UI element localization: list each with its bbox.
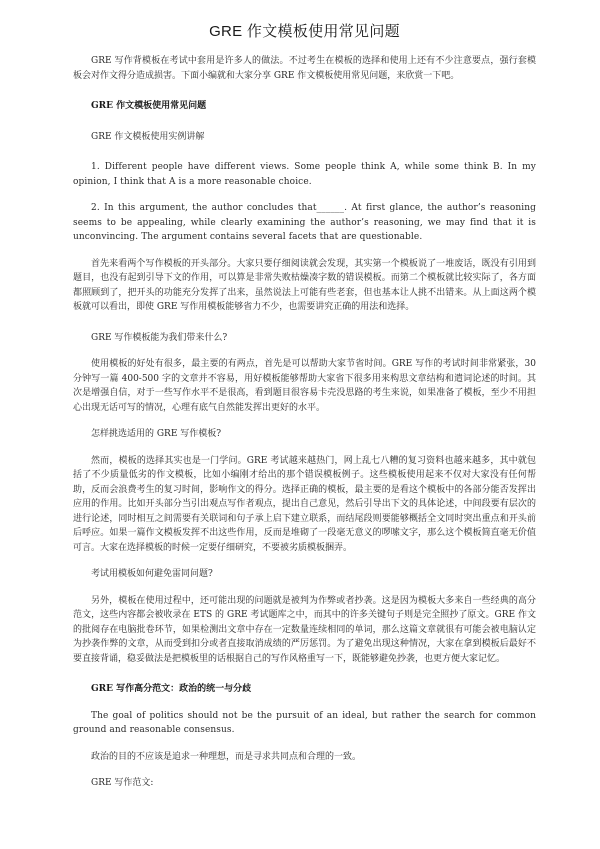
template-example-1: 1. Different people have different views. Some people think A, while some think B. In my opinion, I think that A is a more reasonable choice. <box>73 162 536 187</box>
essay-prompt-english: The goal of politics should not be the pursuit of an ideal, but rather the search for common ground and reasonable consensus. <box>73 710 536 735</box>
subheading-examples: GRE 作文模板使用实例讲解 <box>91 131 205 142</box>
section-heading-sample-essay: GRE 写作高分范文：政治的统一与分歧 <box>91 684 252 694</box>
page-title: GRE 作文模板使用常见问题 <box>209 23 400 40</box>
analysis-paragraph: 首先来看两个写作模板的开头部分。大家只要仔细阅读就会发现，其实第一个模板说了一堆废话，既没有引用到题目，也没有起到引导下文的作用，可以算是非常失败枯燥凑字数的错误模板。而第二个模板就比较实际了，各方面都照顾到了，把开头的功能充分发挥了出来，虽然说法上可能有些老套，但也基本让人挑不出错来。从上面这两个模板就可以看出，即使 GRE 写作用模板能够省力不少，也需要讲究正确的用法和选择。 <box>73 258 536 312</box>
subheading-selection: 怎样挑选适用的 GRE 写作模板? <box>91 429 222 439</box>
intro-paragraph: GRE 写作背模板在考试中套用是许多人的做法。不过考生在模板的选择和使用上还有不少注意要点，强行套模板会对作文得分造成损害。下面小编就和大家分享 GRE 作文模板使用常见问题，来欣赏一下吧。 <box>73 56 536 81</box>
subheading-benefits: GRE 写作模板能为我们带来什么? <box>91 332 228 343</box>
plagiarism-paragraph: 另外，模板在使用过程中，还可能出现的问题就是被判为作弊或者抄袭。这是因为模板大多来自一些经典的高分范文，这些内容都会被收录在 ETS 的 GRE 考试题库之中，而其中的许多关键句子则是完全照抄了原文。GRE 作文的批阅存在电脑批卷环节，如果检测出文章中存在一定数量连续相同的单词，那么这篇文章就很有可能会被电脑认定为抄袭作弊的文章，从而受到扣分或者直接取消成绩的严厉惩罚。为了避免出现这种情况，大家在拿到模板后最好不要直接背诵，稳妥做法是把模板里的话根据自己的写作风格重写一下，既能够避免抄袭，也更方便大家记忆。 <box>73 595 536 664</box>
subheading-plagiarism: 考试用模板如何避免雷同问题? <box>91 569 213 579</box>
template-example-2: 2. In this argument, the author concludes that______. At first glance, the author’s reasoning seems to be appealing, while clearly examining the author’s reasoning, we may find that it is unconvincing. The argument contains several facets that are questionable. <box>73 203 536 242</box>
selection-paragraph: 然而，模板的选择其实也是一门学问。GRE 考试越来越热门，网上乱七八糟的复习资料也越来越多，其中就包括了不少质量低劣的作文模板，比如小编刚才给出的那个错误模板例子。这些模板使用起来不仅对大家没有任何帮助，反而会浪费考生的复习时间，影响作文的得分。选择正确的模板，最主要的是看这个模板中的各部分能否发挥出应用的作用。比如开头部分当引出观点写作者观点，提出自己意见，然后引导出下文的具体论述，中间段要有层次的进行论述，同时相互之间需要有关联词和句子承上启下建立联系，而结尾段则要能够概括全文同时突出重点和开头前后呼应。如果一篇作文模板发挥不出这些作用，反而是堆砌了一段毫无意义的啰嗦文字，那么这个模板简直毫无价值可言。大家在选择模板的时候一定要仔细研究，不要被劣质模板捆弄。 <box>73 455 536 553</box>
section-heading-faq: GRE 作文模板使用常见问题 <box>91 101 207 111</box>
benefits-paragraph: 使用模板的好处有很多，最主要的有两点，首先是可以帮助大家节省时间。GRE 写作的考试时间非常紧张，30 分钟写一篇 400-500 字的文章并不容易，用好模板能够帮助大家省下很多用来构思文章结构和遣词论述的时间。其次是增强自信，对于一些写作水平不是很高，看到题目很容易卡壳没思路的考生来说，如果准备了模板，至少不用担心出现无话可写的情况，心理有底气自然能发挥出更好的水平。 <box>73 359 536 413</box>
essay-prompt-chinese: 政治的目的不应该是追求一种理想，而是寻求共同点和合理的一致。 <box>91 751 362 762</box>
sample-essay-label: GRE 写作范文: <box>91 778 154 788</box>
